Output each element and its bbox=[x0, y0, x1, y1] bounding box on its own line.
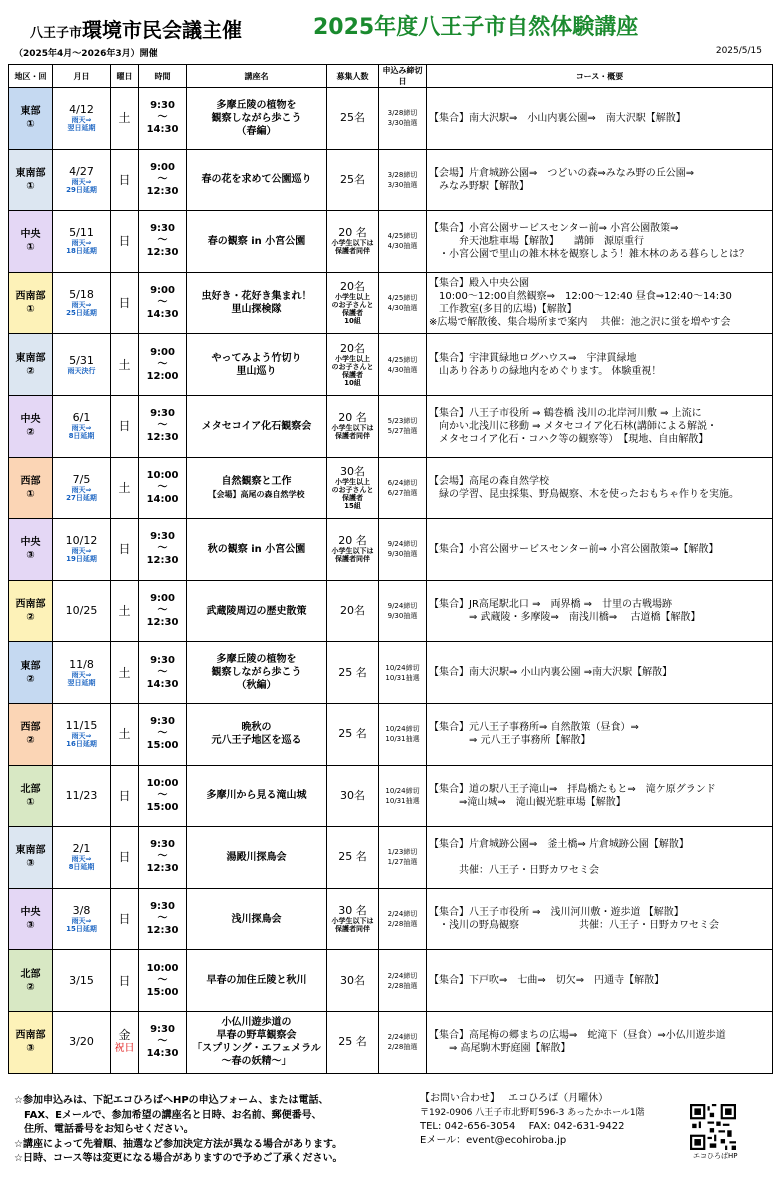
region-cell bbox=[9, 765, 53, 827]
course-summary-cell: 【集合】南大沢駅⇒ 小山内裏公園 ⇒南大沢駅【解散】 bbox=[427, 642, 773, 704]
time-cell: 9:00 ～ 12:00 bbox=[139, 334, 187, 396]
course-title: 多摩川から見る滝山城 bbox=[206, 790, 307, 802]
region-cell bbox=[9, 580, 53, 642]
time-cell: 10:00 ～ 15:00 bbox=[139, 950, 187, 1012]
table-row bbox=[9, 642, 773, 704]
deadline-cell: 9/24締切 9/30抽選 bbox=[379, 580, 427, 642]
header bbox=[8, 6, 772, 44]
deadline-cell: 3/28締切 3/30抽選 bbox=[379, 149, 427, 211]
region-cell bbox=[9, 642, 53, 704]
deadline-cell: 5/23締切 5/27抽選 bbox=[379, 395, 427, 457]
weekday: 土 bbox=[118, 357, 131, 372]
deadline-cell: 10/24締切 10/31抽選 bbox=[379, 642, 427, 704]
weekday-cell bbox=[111, 1011, 139, 1073]
table-row bbox=[9, 703, 773, 765]
region-label: 東南部 ③ bbox=[15, 845, 46, 870]
event-date: 3/20 bbox=[69, 1035, 94, 1049]
rain-note: 雨天⇒ 翌日延期 bbox=[67, 670, 96, 687]
capacity: 25名 bbox=[340, 111, 365, 125]
capacity-cell bbox=[327, 88, 379, 150]
course-title: 多摩丘陵の植物を 観察しながら歩こう （秋編） bbox=[211, 654, 302, 692]
course-summary-cell: 【集合】元八王子事務所⇒ 自然散策（昼食）⇒ ⇒ 元八王子事務所【解散】 bbox=[427, 703, 773, 765]
table-row bbox=[9, 950, 773, 1012]
course-title-cell bbox=[187, 334, 327, 396]
capacity-cell bbox=[327, 950, 379, 1012]
course-title: 春の花を求めて公園巡り bbox=[201, 174, 312, 186]
col-header-weekday: 曜日 bbox=[111, 65, 139, 88]
capacity-cell bbox=[327, 395, 379, 457]
event-date: 5/31 bbox=[69, 353, 94, 367]
course-summary-cell: 【集合】宇津貫緑地ログハウス⇒ 宇津貫緑地 山あり谷ありの緑地内をめぐります。 体験重視！ bbox=[427, 334, 773, 396]
capacity-cell bbox=[327, 827, 379, 889]
course-title: 多摩丘陵の植物を 観察しながら歩こう （春編） bbox=[211, 99, 302, 137]
capacity-cell bbox=[327, 149, 379, 211]
table-row bbox=[9, 211, 773, 273]
course-summary-cell: 【会場】高尾の森自然学校 緑の学習、昆虫採集、野鳥観察、木を使ったおもちゃ作りを実施。 bbox=[427, 457, 773, 519]
holiday-label: 祝日 bbox=[114, 1043, 135, 1055]
time-cell: 9:00 ～ 12:30 bbox=[139, 149, 187, 211]
course-summary-cell: 【集合】JR高尾駅北口 ⇒ 両界橋 ⇒ 廿里の古戦場跡 ⇒ 武蔵陵・多摩陵⇒ 南浅川橋⇒ 古道橋【解散】 bbox=[427, 580, 773, 642]
course-title-cell bbox=[187, 519, 327, 581]
table-row bbox=[9, 765, 773, 827]
course-summary-cell: 【集合】小宮公園サービスセンター前⇒ 小宮公園散策⇒ 弁天池駐車場【解散】 講師 源原重行 ・小宮公園で里山の雑木林を観察しよう！雑木林のある暮らしとは？ bbox=[427, 211, 773, 273]
capacity: 20名 bbox=[340, 604, 365, 618]
col-header-course: コース・概要 bbox=[427, 65, 773, 88]
date-cell bbox=[53, 642, 111, 704]
course-summary-cell: 【集合】小宮公園サービスセンター前⇒ 小宮公園散策⇒【解散】 bbox=[427, 519, 773, 581]
time-cell: 9:30 ～ 12:30 bbox=[139, 888, 187, 950]
course-title-cell bbox=[187, 149, 327, 211]
deadline-cell: 6/24締切 6/27抽選 bbox=[379, 457, 427, 519]
organizer-name: 環境市民会議主催 bbox=[82, 18, 243, 42]
qr-label: エコひろばHP bbox=[693, 1152, 738, 1160]
capacity: 30 名 bbox=[338, 904, 367, 918]
deadline-cell: 2/24締切 2/28抽選 bbox=[379, 1011, 427, 1073]
capacity-cell bbox=[327, 580, 379, 642]
region-cell bbox=[9, 827, 53, 889]
date-cell bbox=[53, 888, 111, 950]
capacity-cell bbox=[327, 272, 379, 334]
time-cell: 9:30 ～ 14:30 bbox=[139, 1011, 187, 1073]
event-date: 11/23 bbox=[65, 788, 98, 802]
table-row bbox=[9, 272, 773, 334]
region-label: 北部 ② bbox=[20, 968, 41, 993]
event-date: 7/5 bbox=[72, 472, 91, 486]
capacity: 20名 bbox=[340, 341, 365, 355]
region-label: 西南部 ① bbox=[15, 291, 46, 316]
course-title: 晩秋の 元八王子地区を巡る bbox=[211, 722, 302, 747]
capacity-note: 小学生以上 のお子さんと 保護者 15組 bbox=[331, 477, 374, 510]
course-summary-cell: 【集合】道の駅八王子滝山⇒ 拝島橋たもと⇒ 滝ケ原グランド ⇒滝山城⇒ 滝山観光駐車場【解散】 bbox=[427, 765, 773, 827]
table-row bbox=[9, 827, 773, 889]
weekday-cell bbox=[111, 149, 139, 211]
rain-note: 雨天決行 bbox=[67, 366, 96, 375]
rain-note: 雨天⇒ 27日延期 bbox=[66, 485, 97, 502]
time-cell: 10:00 ～ 15:00 bbox=[139, 765, 187, 827]
rain-note: 雨天⇒ 29日延期 bbox=[66, 177, 97, 194]
deadline-cell: 10/24締切 10/31抽選 bbox=[379, 765, 427, 827]
note-line: ☆講座によって先着順、抽選など参加決定方法が異なる場合があります。 bbox=[14, 1138, 343, 1150]
table-row bbox=[9, 88, 773, 150]
capacity-note: 小学生以下は 保護者同伴 bbox=[331, 917, 374, 934]
region-cell bbox=[9, 888, 53, 950]
course-title-cell bbox=[187, 395, 327, 457]
deadline-cell: 4/25締切 4/30抽選 bbox=[379, 211, 427, 273]
capacity: 30名 bbox=[340, 973, 365, 987]
weekday: 土 bbox=[118, 665, 131, 680]
weekday: 日 bbox=[118, 234, 131, 249]
course-title: 湯殿川探鳥会 bbox=[226, 851, 287, 863]
time-cell: 10:00 ～ 14:00 bbox=[139, 457, 187, 519]
capacity-note: 小学生以下は 保護者同伴 bbox=[331, 547, 374, 564]
course-summary-cell: 【集合】片倉城跡公園⇒ 釜土橋⇒ 片倉城跡公園【解散】 共催：八王子・日野カワセミ会 bbox=[427, 827, 773, 889]
weekday-cell bbox=[111, 827, 139, 889]
region-label: 中央 ① bbox=[20, 229, 41, 254]
region-cell bbox=[9, 519, 53, 581]
region-cell bbox=[9, 334, 53, 396]
date-cell bbox=[53, 457, 111, 519]
weekday: 日 bbox=[118, 973, 131, 988]
capacity: 20 名 bbox=[338, 226, 367, 240]
event-date: 11/8 bbox=[69, 657, 94, 671]
course-summary-cell: 【会場】片倉城跡公園⇒ つどいの森⇒みなみ野の丘公園⇒ みなみ野駅【解散】 bbox=[427, 149, 773, 211]
event-date: 5/18 bbox=[69, 288, 94, 302]
rain-note: 雨天⇒ 16日延期 bbox=[66, 732, 97, 749]
region-label: 北部 ① bbox=[20, 783, 41, 808]
capacity: 20 名 bbox=[338, 534, 367, 548]
table-row bbox=[9, 519, 773, 581]
rain-note: 雨天⇒ 18日延期 bbox=[66, 239, 97, 256]
course-title-cell bbox=[187, 457, 327, 519]
region-cell bbox=[9, 272, 53, 334]
capacity: 20名 bbox=[340, 280, 365, 294]
capacity: 25名 bbox=[340, 172, 365, 186]
note-line: ☆日時、コース等は変更になる場合がありますので予めご了承ください。 bbox=[14, 1153, 343, 1164]
date-cell bbox=[53, 1011, 111, 1073]
course-title-cell bbox=[187, 827, 327, 889]
deadline-cell: 1/23締切 1/27抽選 bbox=[379, 827, 427, 889]
contact-title: 【お問い合わせ】 エコひろば（月曜休） bbox=[420, 1093, 609, 1104]
event-date: 6/1 bbox=[72, 411, 91, 425]
capacity-cell bbox=[327, 765, 379, 827]
col-header-title: 講座名 bbox=[187, 65, 327, 88]
note-line: 住所、電話番号をお知らせください。 bbox=[14, 1124, 194, 1135]
weekday: 日 bbox=[118, 419, 131, 434]
weekday-cell bbox=[111, 519, 139, 581]
course-summary-cell: 【集合】高尾梅の郷まちの広場⇒ 蛇滝下（昼食）⇒小仏川遊歩道 ⇒ 高尾駒木野庭園【解散】 bbox=[427, 1011, 773, 1073]
date-cell bbox=[53, 211, 111, 273]
weekday-cell bbox=[111, 703, 139, 765]
course-title: メタセコイア化石観察会 bbox=[201, 420, 312, 432]
region-cell bbox=[9, 395, 53, 457]
course-title: 春の観察 in 小宮公園 bbox=[207, 235, 306, 247]
capacity-note: 小学生以下は 保護者同伴 bbox=[331, 239, 374, 256]
date-cell bbox=[53, 519, 111, 581]
time-cell: 9:30 ～ 12:30 bbox=[139, 519, 187, 581]
rain-note: 雨天⇒ 19日延期 bbox=[66, 547, 97, 564]
capacity: 30名 bbox=[340, 464, 365, 478]
course-title-cell bbox=[187, 888, 327, 950]
event-date: 3/15 bbox=[69, 973, 94, 987]
date-cell bbox=[53, 580, 111, 642]
col-header-deadline: 申込み締切日 bbox=[379, 65, 427, 88]
region-label: 西南部 ② bbox=[15, 599, 46, 624]
organizer-city: 八王子市 bbox=[30, 26, 83, 41]
region-cell bbox=[9, 88, 53, 150]
event-date: 10/12 bbox=[65, 534, 98, 548]
organizer bbox=[30, 14, 242, 43]
course-summary-cell: 【集合】八王子市役所 ⇒ 浅川河川敷・遊歩道 【解散】 ・浅川の野鳥観察 共催：八王子・日野カワセミ会 bbox=[427, 888, 773, 950]
date-cell bbox=[53, 703, 111, 765]
region-cell bbox=[9, 211, 53, 273]
course-title: 虫好き・花好き集まれ！ 里山探検隊 bbox=[201, 291, 312, 316]
region-label: 中央 ③ bbox=[20, 537, 41, 562]
course-subtitle: 【会場】高尾の森自然学校 bbox=[208, 489, 305, 499]
date-cell bbox=[53, 950, 111, 1012]
table-row bbox=[9, 149, 773, 211]
capacity-cell bbox=[327, 888, 379, 950]
weekday: 日 bbox=[118, 542, 131, 557]
course-title: 武蔵陵周辺の歴史散策 bbox=[206, 605, 307, 617]
capacity-note: 小学生以上 のお子さんと 保護者 10組 bbox=[331, 354, 374, 387]
table-header-row bbox=[9, 65, 773, 88]
course-summary-cell: 【集合】八王子市役所 ⇒ 鶴巻橋 浅川の北岸河川敷 ⇒ 上流に 向かい北浅川に移動 ⇒ メタセコイア化石林(講師による解説・ メタセコイア化石・コハク等の観察等） 【現地、自由解散】 bbox=[427, 395, 773, 457]
event-date: 11/15 bbox=[65, 719, 98, 733]
capacity: 25 名 bbox=[338, 850, 367, 864]
table-row bbox=[9, 1011, 773, 1073]
time-cell: 9:00 ～ 12:30 bbox=[139, 580, 187, 642]
capacity: 25 名 bbox=[338, 727, 367, 741]
contact-email[interactable]: Eメール：event@ecohiroba.jp bbox=[420, 1135, 567, 1146]
capacity: 30名 bbox=[340, 788, 365, 802]
weekday: 日 bbox=[118, 850, 131, 865]
region-label: 東部 ① bbox=[20, 106, 41, 131]
course-title-cell bbox=[187, 88, 327, 150]
weekday-cell bbox=[111, 580, 139, 642]
course-title-cell bbox=[187, 950, 327, 1012]
deadline-cell: 9/24締切 9/30抽選 bbox=[379, 519, 427, 581]
weekday-cell bbox=[111, 765, 139, 827]
weekday: 日 bbox=[118, 788, 131, 803]
table-row bbox=[9, 334, 773, 396]
weekday-cell bbox=[111, 88, 139, 150]
region-label: 中央 ③ bbox=[20, 907, 41, 932]
contact-address: 〒192-0906 八王子市北野町596-3 あったかホール1階 bbox=[420, 1108, 645, 1118]
weekday-cell bbox=[111, 642, 139, 704]
weekday: 土 bbox=[118, 111, 131, 126]
capacity-cell bbox=[327, 211, 379, 273]
region-label: 中央 ② bbox=[20, 414, 41, 439]
event-date: 2/1 bbox=[72, 842, 91, 856]
capacity-cell bbox=[327, 642, 379, 704]
time-cell: 9:00 ～ 14:30 bbox=[139, 272, 187, 334]
capacity: 25 名 bbox=[338, 665, 367, 679]
capacity-note: 小学生以下は 保護者同伴 bbox=[331, 424, 374, 441]
region-label: 西部 ② bbox=[20, 722, 41, 747]
region-cell bbox=[9, 149, 53, 211]
region-cell bbox=[9, 1011, 53, 1073]
event-date: 4/27 bbox=[69, 164, 94, 178]
course-title-cell bbox=[187, 703, 327, 765]
weekday-cell bbox=[111, 211, 139, 273]
rain-note: 雨天⇒ 8日延期 bbox=[68, 424, 95, 441]
deadline-cell: 2/24締切 2/28抽選 bbox=[379, 950, 427, 1012]
rain-note: 雨天⇒ 25日延期 bbox=[66, 301, 97, 318]
course-title: 自然観察と工作 bbox=[221, 475, 292, 487]
deadline-cell: 4/25締切 4/30抽選 bbox=[379, 334, 427, 396]
schedule-table bbox=[8, 64, 773, 1074]
region-label: 東部 ② bbox=[20, 660, 41, 685]
weekday: 土 bbox=[118, 604, 131, 619]
date-cell bbox=[53, 395, 111, 457]
region-label: 西南部 ③ bbox=[15, 1030, 46, 1055]
region-label: 西部 ① bbox=[20, 475, 41, 500]
table-row bbox=[9, 457, 773, 519]
time-cell: 9:30 ～ 15:00 bbox=[139, 703, 187, 765]
capacity-cell bbox=[327, 1011, 379, 1073]
deadline-cell: 3/28締切 3/30抽選 bbox=[379, 88, 427, 150]
capacity-cell bbox=[327, 334, 379, 396]
rain-note: 雨天⇒ 15日延期 bbox=[66, 917, 97, 934]
course-title-cell bbox=[187, 272, 327, 334]
course-title: 浅川探鳥会 bbox=[231, 913, 282, 925]
note-line: ☆参加申込みは、下記エコひろばへHPの申込フォーム、または電話、 bbox=[14, 1095, 329, 1106]
region-cell bbox=[9, 703, 53, 765]
col-header-date: 月日 bbox=[53, 65, 111, 88]
course-title-cell bbox=[187, 1011, 327, 1073]
course-title: 小仏川遊歩道の 早春の野草観察会 「スプリング・エフェメラル ～春の妖精～」 bbox=[192, 1017, 321, 1068]
capacity-note: 小学生以上 のお子さんと 保護者 10組 bbox=[331, 293, 374, 326]
course-title-cell bbox=[187, 765, 327, 827]
course-summary-cell: 【集合】殿入中央公園 10:00～12:00自然観察⇒ 12:00～12:40 昼食⇒12:40～14:30 工作教室(多目的広場)【解散】 ※広場で解散後、集合場所まで案内 共催：池之沢に蛍を増やす会 bbox=[427, 272, 773, 334]
course-title-cell bbox=[187, 580, 327, 642]
issue-date: 2025/5/15 bbox=[715, 46, 762, 56]
page-title: 2025年度八王子市自然体験講座 bbox=[313, 15, 639, 40]
weekday: 日 bbox=[118, 912, 131, 927]
capacity: 25 名 bbox=[338, 1035, 367, 1049]
region-cell bbox=[9, 457, 53, 519]
col-header-capacity: 募集人数 bbox=[327, 65, 379, 88]
date-cell bbox=[53, 272, 111, 334]
contact-phone: TEL: 042-656-3054 FAX: 042-631-9422 bbox=[420, 1121, 625, 1132]
event-date: 10/25 bbox=[65, 604, 98, 618]
capacity-cell bbox=[327, 519, 379, 581]
deadline-cell: 2/24締切 2/28抽選 bbox=[379, 888, 427, 950]
event-date: 5/11 bbox=[69, 226, 94, 240]
table-row bbox=[9, 888, 773, 950]
region-label: 東南部 ② bbox=[15, 352, 46, 377]
date-cell bbox=[53, 334, 111, 396]
region-label: 東南部 ① bbox=[15, 167, 46, 192]
rain-note: 雨天⇒ 翌日延期 bbox=[67, 116, 96, 133]
event-date: 4/12 bbox=[69, 103, 94, 117]
weekday-cell bbox=[111, 457, 139, 519]
date-cell bbox=[53, 827, 111, 889]
weekday: 金 bbox=[118, 1028, 131, 1043]
course-title: 秋の観察 in 小宮公園 bbox=[207, 543, 306, 555]
time-cell: 9:30 ～ 14:30 bbox=[139, 88, 187, 150]
qr-code-icon[interactable] bbox=[690, 1104, 736, 1150]
capacity-cell bbox=[327, 703, 379, 765]
date-cell bbox=[53, 765, 111, 827]
course-title-cell bbox=[187, 642, 327, 704]
course-summary-cell: 【集合】南大沢駅⇒ 小山内裏公園⇒ 南大沢駅【解散】 bbox=[427, 88, 773, 150]
course-summary-cell: 【集合】下戸吹⇒ 七曲⇒ 切欠⇒ 円通寺【解散】 bbox=[427, 950, 773, 1012]
col-header-time: 時間 bbox=[139, 65, 187, 88]
region-cell bbox=[9, 950, 53, 1012]
capacity: 20 名 bbox=[338, 411, 367, 425]
date-cell bbox=[53, 88, 111, 150]
weekday-cell bbox=[111, 272, 139, 334]
date-cell bbox=[53, 149, 111, 211]
event-date: 3/8 bbox=[72, 904, 91, 918]
contact-info bbox=[420, 1092, 690, 1148]
deadline-cell: 4/25締切 4/30抽選 bbox=[379, 272, 427, 334]
course-title: 早春の加住丘陵と秋川 bbox=[206, 975, 307, 987]
time-cell: 9:30 ～ 12:30 bbox=[139, 827, 187, 889]
col-header-region: 地区・回 bbox=[9, 65, 53, 88]
weekday-cell bbox=[111, 395, 139, 457]
note-line: FAX、Eメールで、参加希望の講座名と日時、お名前、郵便番号、 bbox=[14, 1109, 322, 1121]
deadline-cell: 10/24締切 10/31抽選 bbox=[379, 703, 427, 765]
weekday-cell bbox=[111, 888, 139, 950]
weekday: 日 bbox=[118, 296, 131, 311]
time-cell: 9:30 ～ 14:30 bbox=[139, 642, 187, 704]
weekday: 土 bbox=[118, 727, 131, 742]
weekday-cell bbox=[111, 334, 139, 396]
rain-note: 雨天⇒ 8日延期 bbox=[68, 855, 95, 872]
time-cell: 9:30 ～ 12:30 bbox=[139, 211, 187, 273]
weekday: 日 bbox=[118, 172, 131, 187]
time-cell: 9:30 ～ 12:30 bbox=[139, 395, 187, 457]
application-notes bbox=[14, 1094, 414, 1167]
table-row bbox=[9, 395, 773, 457]
capacity-cell bbox=[327, 457, 379, 519]
weekday: 土 bbox=[118, 480, 131, 495]
course-title: やってみよう竹切り 里山巡り bbox=[211, 352, 302, 377]
table-row bbox=[9, 580, 773, 642]
course-title-cell bbox=[187, 211, 327, 273]
weekday-cell bbox=[111, 950, 139, 1012]
period-note: （2025年4月～2026年3月）開催 bbox=[14, 49, 158, 59]
